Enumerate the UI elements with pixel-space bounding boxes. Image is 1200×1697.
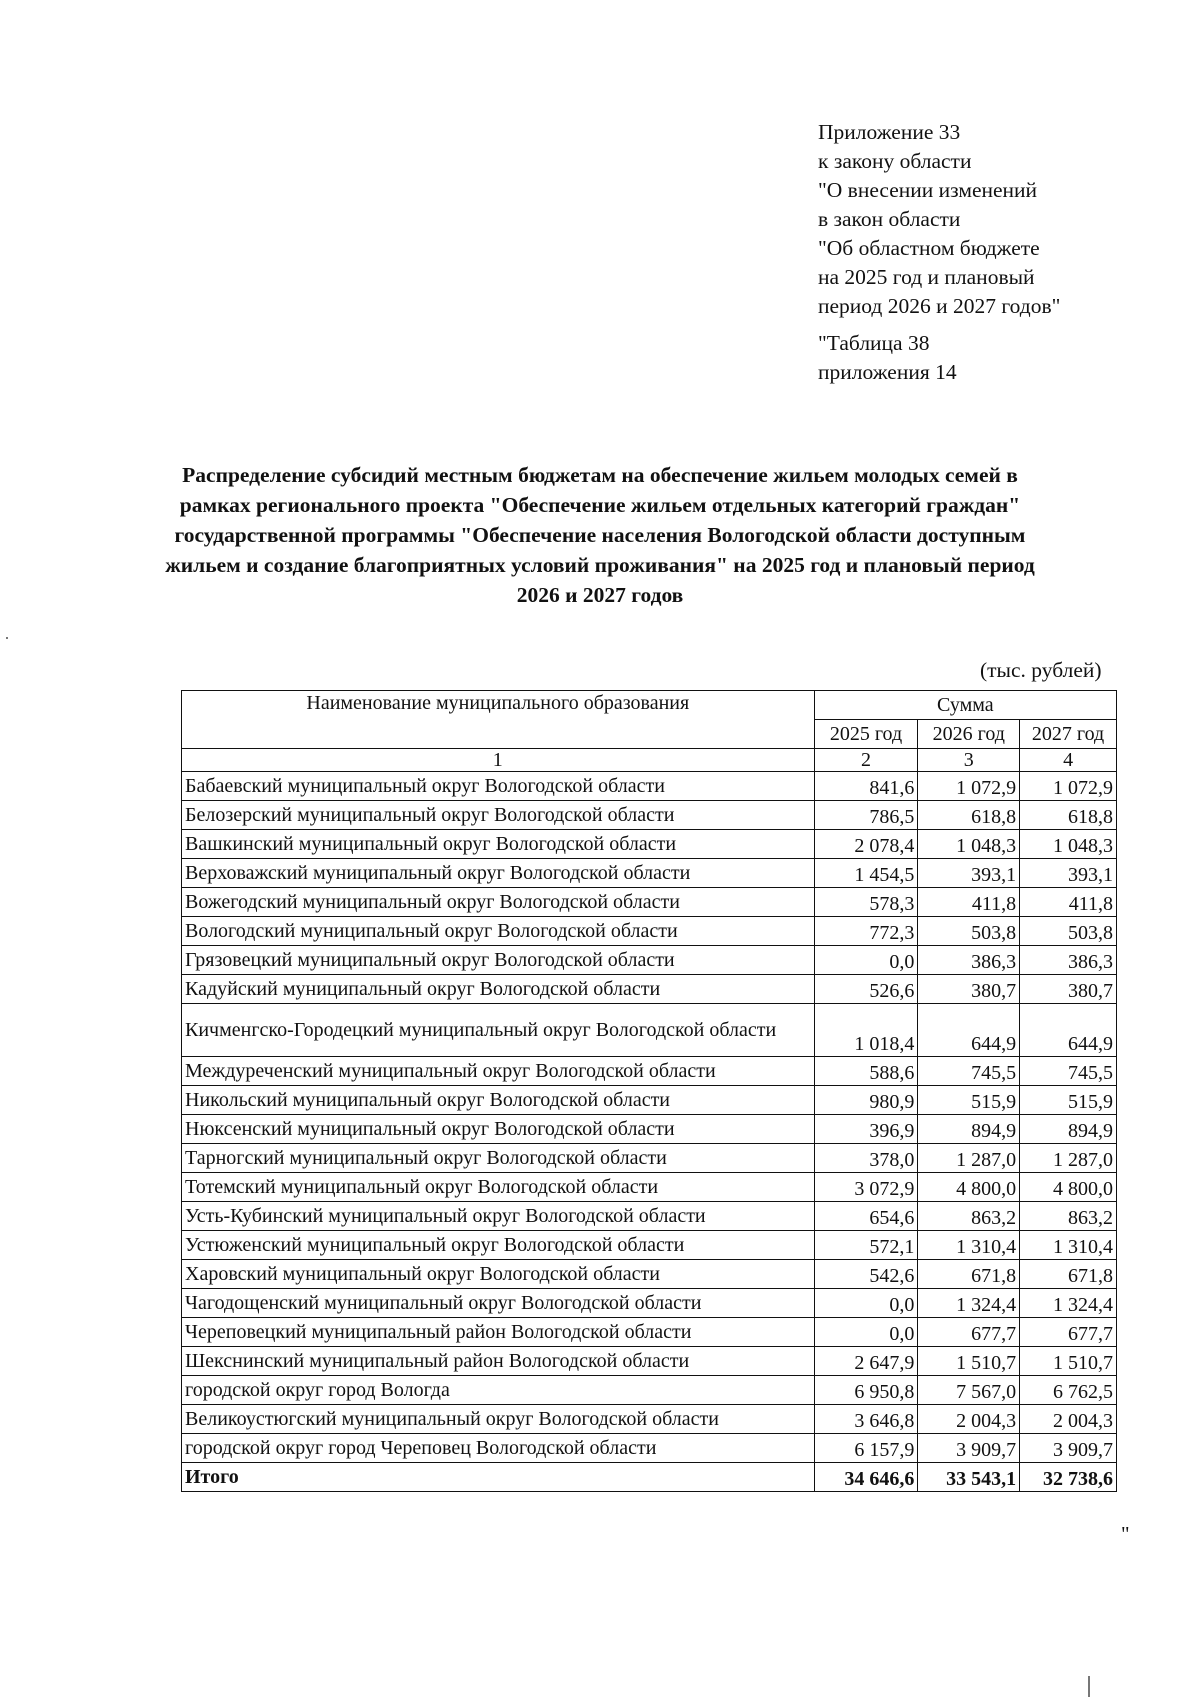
row-value-2026: 677,7: [918, 1318, 1020, 1347]
row-value-2027: 1 072,9: [1020, 772, 1117, 801]
table-row: [182, 1347, 1117, 1376]
row-value-2026: 644,9: [918, 1004, 1020, 1057]
row-value-2025: 3 072,9: [814, 1173, 918, 1202]
row-value-2027: 515,9: [1020, 1086, 1117, 1115]
table-row: [182, 1376, 1117, 1405]
row-value-2027: 411,8: [1020, 888, 1117, 917]
unit-label: (тыс. рублей): [980, 658, 1102, 682]
row-value-2025: 396,9: [814, 1115, 918, 1144]
row-value-2025: 378,0: [814, 1144, 918, 1173]
row-name: Белозерский муниципальный округ Вологодской области: [182, 801, 815, 830]
row-value-2025: 841,6: [814, 772, 918, 801]
row-value-2026: 1 287,0: [918, 1144, 1020, 1173]
annex-line: на 2025 год и плановый: [818, 265, 1035, 289]
header-name: Наименование муниципального образования: [182, 691, 815, 749]
row-value-2027: 393,1: [1020, 859, 1117, 888]
row-value-2027: 671,8: [1020, 1260, 1117, 1289]
column-number-row: [182, 749, 1117, 772]
table-row: [182, 888, 1117, 917]
col-num: 4: [1020, 749, 1117, 772]
annex-line: Приложение 33: [818, 120, 961, 144]
row-value-2027: 380,7: [1020, 975, 1117, 1004]
row-name: Тарногский муниципальный округ Вологодской области: [182, 1144, 815, 1173]
row-name: Бабаевский муниципальный округ Вологодской области: [182, 772, 815, 801]
header-sum: Сумма: [814, 691, 1116, 720]
table-row: [182, 859, 1117, 888]
row-value-2025: 2 078,4: [814, 830, 918, 859]
table-row: [182, 1318, 1117, 1347]
row-value-2026: 1 072,9: [918, 772, 1020, 801]
row-name: Никольский муниципальный округ Вологодской области: [182, 1086, 815, 1115]
annex-line: "Об областном бюджете: [818, 236, 1040, 260]
row-value-2026: 503,8: [918, 917, 1020, 946]
row-value-2026: 7 567,0: [918, 1376, 1020, 1405]
row-value-2025: 0,0: [814, 1318, 918, 1347]
row-name: Харовский муниципальный округ Вологодской области: [182, 1260, 815, 1289]
row-name: Вожегодский муниципальный округ Вологодской области: [182, 888, 815, 917]
row-value-2027: 1 510,7: [1020, 1347, 1117, 1376]
row-value-2027: 4 800,0: [1020, 1173, 1117, 1202]
annex-line: в закон области: [818, 207, 961, 231]
annex-line: период 2026 и 2027 годов": [818, 294, 1061, 318]
row-value-2026: 894,9: [918, 1115, 1020, 1144]
row-value-2027: 1 048,3: [1020, 830, 1117, 859]
row-value-2026: 386,3: [918, 946, 1020, 975]
table-row: [182, 917, 1117, 946]
row-name: Нюксенский муниципальный округ Вологодской области: [182, 1115, 815, 1144]
annex-note: [818, 118, 1178, 387]
row-name: Вологодский муниципальный округ Вологодской области: [182, 917, 815, 946]
row-value-2025: 6 157,9: [814, 1434, 918, 1463]
annex-line: к закону области: [818, 149, 972, 173]
row-name: Кичменгско-Городецкий муниципальный округ Вологодской области: [182, 1004, 815, 1057]
row-value-2027: 863,2: [1020, 1202, 1117, 1231]
row-value-2025: 6 950,8: [814, 1376, 918, 1405]
table-row: [182, 1202, 1117, 1231]
row-value-2025: 0,0: [814, 1289, 918, 1318]
row-value-2025: 542,6: [814, 1260, 918, 1289]
row-value-2025: 980,9: [814, 1086, 918, 1115]
row-value-2026: 2 004,3: [918, 1405, 1020, 1434]
total-row: [182, 1463, 1117, 1492]
row-value-2026: 1 510,7: [918, 1347, 1020, 1376]
row-value-2027: 386,3: [1020, 946, 1117, 975]
row-name: Верховажский муниципальный округ Вологодской области: [182, 859, 815, 888]
row-value-2025: 786,5: [814, 801, 918, 830]
table-row: [182, 1231, 1117, 1260]
table-row: [182, 1057, 1117, 1086]
row-value-2027: 3 909,7: [1020, 1434, 1117, 1463]
row-value-2027: 1 324,4: [1020, 1289, 1117, 1318]
row-value-2025: 0,0: [814, 946, 918, 975]
row-value-2025: 588,6: [814, 1057, 918, 1086]
scan-edge-mark: [1088, 1676, 1090, 1697]
header-year-2027: 2027 год: [1020, 720, 1117, 749]
total-value-2027: 32 738,6: [1020, 1463, 1117, 1492]
row-name: Тотемский муниципальный округ Вологодской области: [182, 1173, 815, 1202]
table-row: [182, 975, 1117, 1004]
document-title: Распределение субсидий местным бюджетам на обеспечение жильем молодых семей в рамках регионального проекта "Обеспечение жильем отдельных категорий граждан" государственной программы "Обеспечение населения Вологодской области доступным жильем и создание благоприятных условий проживания" на 2025 год и плановый период 2026 и 2027 годов: [165, 463, 1035, 607]
row-name: Грязовецкий муниципальный округ Вологодской области: [182, 946, 815, 975]
header-year-2026: 2026 год: [918, 720, 1020, 749]
header-row: [182, 691, 1117, 720]
row-name: Устюженский муниципальный округ Вологодской области: [182, 1231, 815, 1260]
table-row: [182, 1405, 1117, 1434]
row-value-2027: 618,8: [1020, 801, 1117, 830]
row-value-2025: 2 647,9: [814, 1347, 918, 1376]
row-value-2026: 3 909,7: [918, 1434, 1020, 1463]
row-value-2026: 1 324,4: [918, 1289, 1020, 1318]
annex-line: приложения 14: [818, 360, 957, 384]
table-row: [182, 1086, 1117, 1115]
row-value-2026: 515,9: [918, 1086, 1020, 1115]
row-value-2026: 411,8: [918, 888, 1020, 917]
table-row: [182, 1260, 1117, 1289]
row-value-2026: 1 310,4: [918, 1231, 1020, 1260]
row-value-2026: 671,8: [918, 1260, 1020, 1289]
row-value-2027: 1 310,4: [1020, 1231, 1117, 1260]
row-value-2025: 3 646,8: [814, 1405, 918, 1434]
row-value-2026: 393,1: [918, 859, 1020, 888]
total-value-2026: 33 543,1: [918, 1463, 1020, 1492]
row-name: Междуреченский муниципальный округ Вологодской области: [182, 1057, 815, 1086]
row-name: городской округ город Вологда: [182, 1376, 815, 1405]
row-value-2025: 772,3: [814, 917, 918, 946]
table-row: [182, 946, 1117, 975]
table-row: [182, 801, 1117, 830]
col-num: 3: [918, 749, 1020, 772]
table-row: [182, 1004, 1117, 1057]
table-row: [182, 1289, 1117, 1318]
row-value-2027: 894,9: [1020, 1115, 1117, 1144]
row-value-2026: 618,8: [918, 801, 1020, 830]
row-value-2025: 1 454,5: [814, 859, 918, 888]
row-value-2027: 2 004,3: [1020, 1405, 1117, 1434]
total-label: Итого: [182, 1463, 815, 1492]
row-name: Кадуйский муниципальный округ Вологодской области: [182, 975, 815, 1004]
row-name: Череповецкий муниципальный район Вологодской области: [182, 1318, 815, 1347]
row-value-2026: 1 048,3: [918, 830, 1020, 859]
header-year-2025: 2025 год: [814, 720, 918, 749]
table-row: [182, 1173, 1117, 1202]
row-value-2026: 863,2: [918, 1202, 1020, 1231]
row-value-2026: 380,7: [918, 975, 1020, 1004]
table-row: [182, 772, 1117, 801]
row-value-2027: 503,8: [1020, 917, 1117, 946]
row-value-2027: 644,9: [1020, 1004, 1117, 1057]
total-value-2025: 34 646,6: [814, 1463, 918, 1492]
annex-line: "Таблица 38: [818, 331, 930, 355]
closing-quote: ": [1121, 1522, 1130, 1546]
row-name: Чагодощенский муниципальный округ Вологодской области: [182, 1289, 815, 1318]
col-num: 1: [182, 749, 815, 772]
row-value-2026: 745,5: [918, 1057, 1020, 1086]
row-value-2027: 677,7: [1020, 1318, 1117, 1347]
row-name: Великоустюгский муниципальный округ Вологодской области: [182, 1405, 815, 1434]
subsidy-table: [181, 690, 1117, 1492]
col-num: 2: [814, 749, 918, 772]
scan-edge-mark: [6, 637, 8, 639]
table-row: [182, 1434, 1117, 1463]
row-value-2025: 572,1: [814, 1231, 918, 1260]
row-value-2027: 6 762,5: [1020, 1376, 1117, 1405]
annex-line: "О внесении изменений: [818, 178, 1038, 202]
row-value-2025: 654,6: [814, 1202, 918, 1231]
row-value-2027: 1 287,0: [1020, 1144, 1117, 1173]
table-row: [182, 1115, 1117, 1144]
row-name: Усть-Кубинский муниципальный округ Вологодской области: [182, 1202, 815, 1231]
row-value-2027: 745,5: [1020, 1057, 1117, 1086]
row-value-2026: 4 800,0: [918, 1173, 1020, 1202]
table-row: [182, 830, 1117, 859]
table-row: [182, 1144, 1117, 1173]
row-name: Вашкинский муниципальный округ Вологодской области: [182, 830, 815, 859]
row-name: Шекснинский муниципальный район Вологодской области: [182, 1347, 815, 1376]
row-value-2025: 578,3: [814, 888, 918, 917]
row-value-2025: 1 018,4: [814, 1004, 918, 1057]
row-value-2025: 526,6: [814, 975, 918, 1004]
row-name: городской округ город Череповец Вологодской области: [182, 1434, 815, 1463]
